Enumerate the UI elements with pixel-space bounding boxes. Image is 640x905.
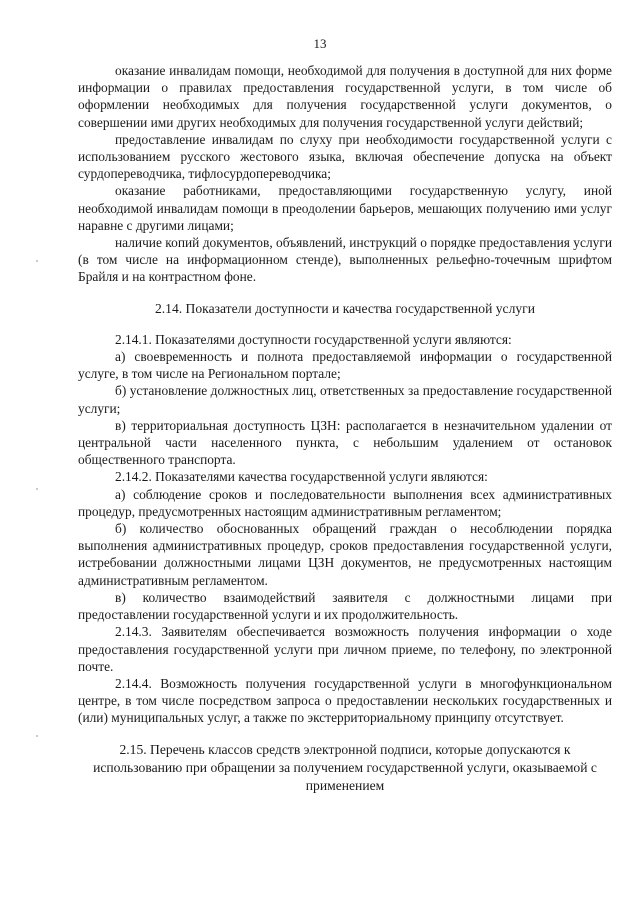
paragraph-2-14-4: 2.14.4. Возможность получения государственной услуги в многофункциональном центре, в том числе посредством запроса о предоставлении нескольких государственных и (или) муниципальных услуг, а также по экстерриториальному принципу отсутствует. — [78, 675, 612, 726]
margin-speck — [36, 260, 38, 262]
section-heading-2-14: 2.14. Показатели доступности и качества государственной услуги — [154, 300, 536, 316]
paragraph-staff-help: оказание работниками, предоставляющими государственную услугу, иной необходимой инвалидам помощи в преодолении барьеров, мешающих получению ими услуг наравне с другими лицами; — [78, 183, 612, 233]
paragraph-sign-language: предоставление инвалидам по слуху при необходимости государственной услуги с использованием русского жестового языка, включая обеспечение допуска на объект сурдопереводчика, тифлосурдопереводчика; — [78, 131, 612, 182]
paragraph-2-14-2-b: б) количество обоснованных обращений граждан о несоблюдении порядка выполнения административных процедур, сроков предоставления государственной услуги, истребовании должностными лицами ЦЗН документов, не предусмотренных настоящим административным регламентом. — [78, 521, 612, 588]
paragraph-2-14-1-b: б) установление должностных лиц, ответственных за предоставление государственной услуги; — [78, 383, 612, 416]
paragraph-assistance-info: оказание инвалидам помощи, необходимой для получения в доступной для них форме информации о правилах предоставления государственной услуги, в том числе об оформлении необходимых для получения государственной услуги документов, о совершении ими других необходимых для получения государственной услуги действий; — [78, 63, 612, 130]
page-number: 13 — [313, 36, 327, 51]
paragraph-2-14-1-c: в) территориальная доступность ЦЗН: располагается в незначительном удалении от центральной части населенного пункта, с небольшим удалением от остановок общественного транспорта. — [78, 417, 612, 468]
paragraph-2-14-1: 2.14.1. Показателями доступности государственной услуги являются: — [115, 331, 512, 347]
paragraph-2-14-1-a: а) своевременность и полнота предоставляемой информации о государственной услуге, в том числе на Региональном портале; — [78, 349, 612, 382]
paragraph-2-14-3: 2.14.3. Заявителям обеспечивается возможность получения информации о ходе предоставления государственной услуги при личном приеме, по телефону, по электронной почте. — [78, 624, 612, 674]
paragraph-braille: наличие копий документов, объявлений, инструкций о порядке предоставления услуги (в том числе на информационном стенде), выполненных рельефно-точечным шрифтом Брайля и на контрастном фоне. — [78, 235, 612, 285]
margin-speck — [36, 735, 38, 737]
paragraph-2-14-2-a: а) соблюдение сроков и последовательности выполнения всех административных процедур, предусмотренных настоящим административным регламентом; — [78, 486, 612, 519]
document-body — [78, 62, 612, 795]
paragraph-2-14-2: 2.14.2. Показателями качества государственной услуги являются: — [115, 469, 488, 485]
paragraph-2-14-2-c: в) количество взаимодействий заявителя с должностными лицами при предоставлении государственной услуги и их продолжительность. — [78, 589, 612, 623]
margin-speck — [36, 488, 38, 490]
section-heading-2-15: 2.15. Перечень классов средств электронной подписи, которые допускаются к использованию при обращении за получением государственной услуги, оказываемой с применением — [93, 741, 597, 793]
